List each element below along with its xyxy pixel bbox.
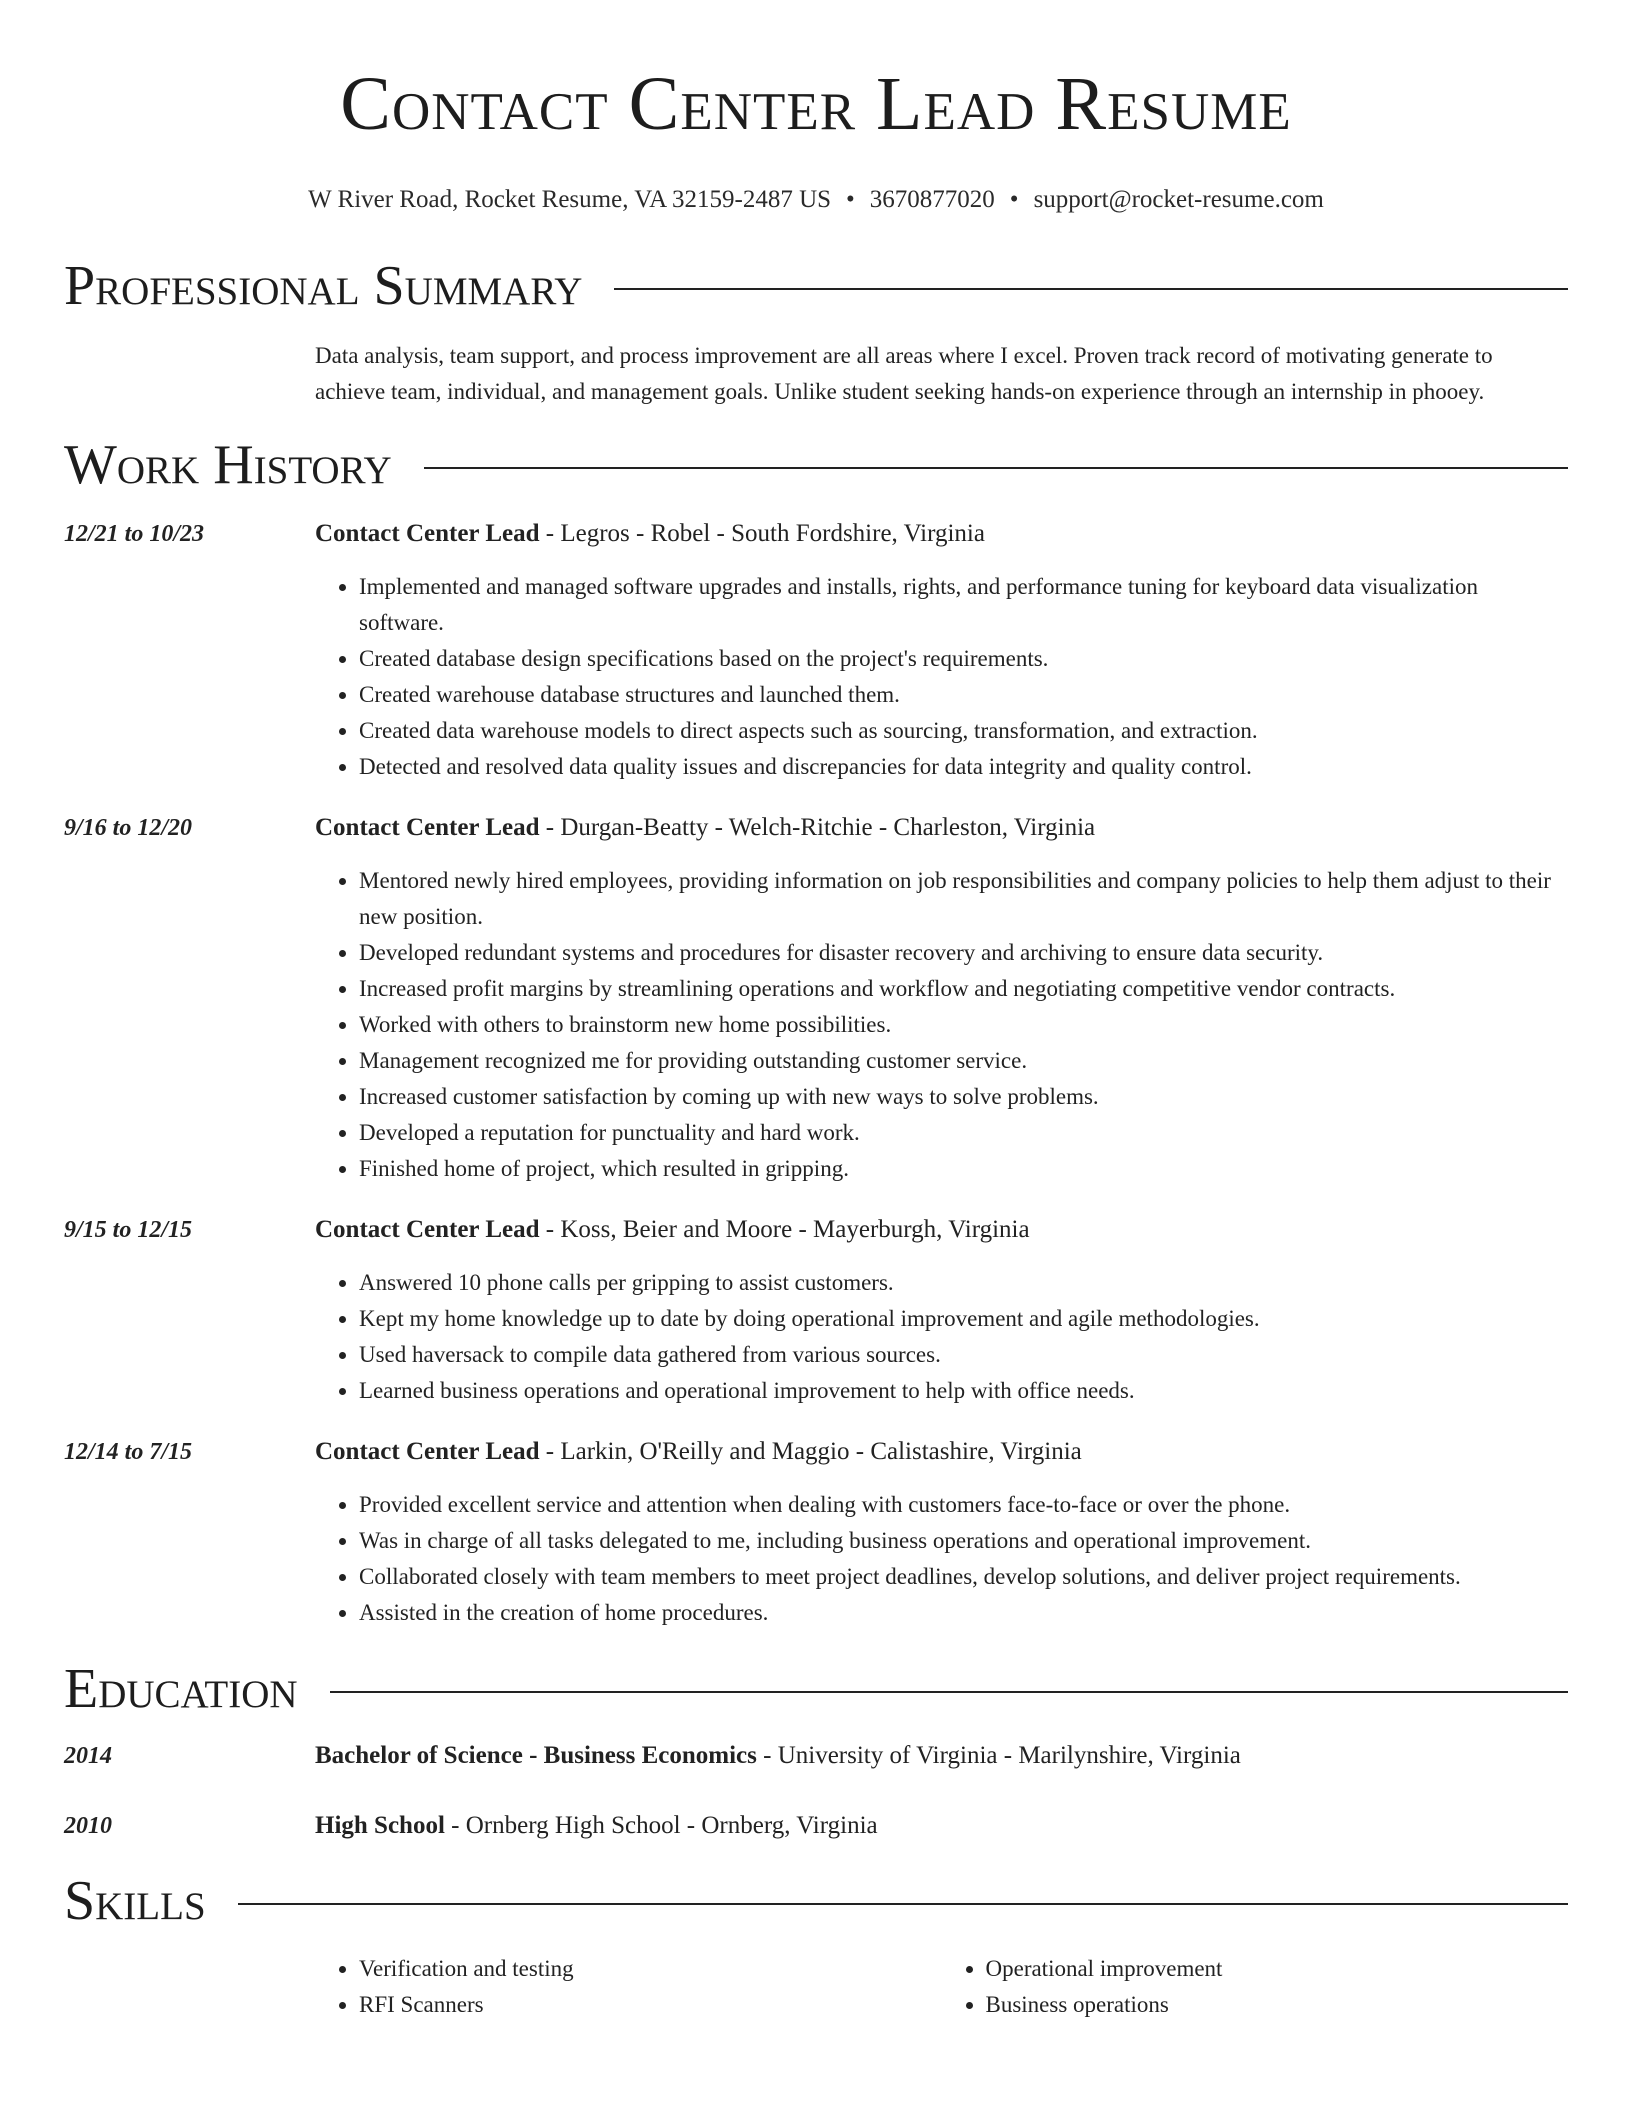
work-entry <box>64 1435 1568 1631</box>
section-title: Work History <box>64 434 392 496</box>
skills-column-right <box>942 1951 1569 2023</box>
section-divider <box>238 1903 1568 1905</box>
education-section-heading <box>64 1657 1568 1721</box>
work-history-list <box>64 517 1568 1631</box>
skill-item: • Operational improvement <box>986 1951 1569 1987</box>
work-bullet: • Assisted in the creation of home procedures. <box>359 1595 1568 1631</box>
work-dates: 9/15 to 12/15 <box>64 1217 193 1243</box>
work-employer: - Larkin, O'Reilly and Maggio - Calistashire, Virginia <box>539 1438 1082 1465</box>
work-bullet: • Developed redundant systems and procedures for disaster recovery and archiving to ensure data security. <box>359 935 1568 971</box>
work-details <box>315 1435 1568 1631</box>
work-bullets <box>315 1487 1568 1631</box>
work-details <box>315 517 1568 785</box>
work-bullet: • Created database design specifications based on the project's requirements. <box>359 641 1568 677</box>
section-title: Professional Summary <box>64 255 583 317</box>
work-bullet: • Kept my home knowledge up to date by doing operational improvement and agile methodologies. <box>359 1301 1568 1337</box>
work-entry <box>64 517 1568 785</box>
work-bullets <box>315 863 1568 1187</box>
work-history-section-heading <box>64 433 1568 497</box>
work-bullet: • Created warehouse database structures and launched them. <box>359 677 1568 713</box>
work-bullet: • Mentored newly hired employees, providing information on job responsibilities and company policies to help them adjust to their new position. <box>359 863 1568 935</box>
education-year: 2010 <box>64 1813 112 1839</box>
education-degree: Bachelor of Science - Business Economics <box>315 1742 757 1769</box>
work-employer: - Durgan-Beatty - Welch-Ritchie - Charleston, Virginia <box>539 814 1096 841</box>
summary-text: Data analysis, team support, and process improvement are all areas where I excel. Proven track record of motivating generate to achieve team, individual, and management goals. Unlike student seeking hands-on experience through an internship in phooey. <box>315 343 1493 404</box>
work-bullet: • Answered 10 phone calls per gripping to assist customers. <box>359 1265 1568 1301</box>
work-dates: 12/14 to 7/15 <box>64 1439 193 1465</box>
work-bullet: • Detected and resolved data quality issues and discrepancies for data integrity and quality control. <box>359 749 1568 785</box>
work-position: Contact Center Lead <box>315 520 540 547</box>
section-title: Education <box>64 1658 298 1720</box>
contact-email: support@rocket-resume.com <box>1033 186 1324 213</box>
education-year: 2014 <box>64 1743 112 1769</box>
work-bullet: • Was in charge of all tasks delegated to me, including business operations and operational improvement. <box>359 1523 1568 1559</box>
work-bullet: • Worked with others to brainstorm new home possibilities. <box>359 1007 1568 1043</box>
work-entry <box>64 1213 1568 1409</box>
education-entry <box>64 1809 1568 1843</box>
work-employer: - Koss, Beier and Moore - Mayerburgh, Virginia <box>539 1216 1030 1243</box>
work-bullet: • Increased customer satisfaction by coming up with new ways to solve problems. <box>359 1079 1568 1115</box>
contact-address: W River Road, Rocket Resume, VA 32159-2487 US <box>308 186 832 213</box>
work-details <box>315 1213 1568 1409</box>
section-divider <box>424 467 1568 469</box>
work-heading <box>315 1435 1568 1469</box>
work-bullet: • Implemented and managed software upgrades and installs, rights, and performance tuning for keyboard data visualization software. <box>359 569 1568 641</box>
skill-item: • RFI Scanners <box>359 1987 942 2023</box>
education-school: - Ornberg High School - Ornberg, Virginia <box>444 1812 878 1839</box>
work-position: Contact Center Lead <box>315 1216 540 1243</box>
education-school: - University of Virginia - Marilynshire, Virginia <box>756 1742 1241 1769</box>
work-bullet: • Used haversack to compile data gathered from various sources. <box>359 1337 1568 1373</box>
work-bullet: • Management recognized me for providing outstanding customer service. <box>359 1043 1568 1079</box>
work-bullet: • Collaborated closely with team members to meet project deadlines, develop solutions, and deliver project requirements. <box>359 1559 1568 1595</box>
work-bullets <box>315 569 1568 785</box>
work-bullet: • Learned business operations and operational improvement to help with office needs. <box>359 1373 1568 1409</box>
skill-item: • Business operations <box>986 1987 1569 2023</box>
section-divider <box>330 1691 1568 1693</box>
work-details <box>315 811 1568 1187</box>
skills-list <box>315 1951 1568 2023</box>
resume-title: Contact Center Lead Resume <box>340 62 1292 146</box>
contact-line <box>64 184 1568 216</box>
skills-column-left <box>315 1951 942 2023</box>
work-heading <box>315 811 1568 845</box>
section-divider <box>614 288 1568 290</box>
work-bullet: • Increased profit margins by streamlining operations and workflow and negotiating competitive vendor contracts. <box>359 971 1568 1007</box>
work-dates: 12/21 to 10/23 <box>64 521 205 547</box>
work-bullets <box>315 1265 1568 1409</box>
work-position: Contact Center Lead <box>315 814 540 841</box>
summary-section-heading <box>64 254 1568 318</box>
work-entry <box>64 811 1568 1187</box>
contact-phone: 3670877020 <box>869 186 995 213</box>
work-dates: 9/16 to 12/20 <box>64 815 193 841</box>
education-entry <box>64 1739 1568 1773</box>
work-heading <box>315 517 1568 551</box>
section-title: Skills <box>64 1870 206 1932</box>
work-bullet: • Developed a reputation for punctuality and hard work. <box>359 1115 1568 1151</box>
work-bullet: • Finished home of project, which resulted in gripping. <box>359 1151 1568 1187</box>
work-bullet: • Provided excellent service and attention when dealing with customers face-to-face or over the phone. <box>359 1487 1568 1523</box>
skill-item: • Verification and testing <box>359 1951 942 1987</box>
skills-section-heading <box>64 1869 1568 1933</box>
work-position: Contact Center Lead <box>315 1438 540 1465</box>
contact-separator: • <box>1009 186 1019 213</box>
work-heading <box>315 1213 1568 1247</box>
work-bullet: • Created data warehouse models to direct aspects such as sourcing, transformation, and extraction. <box>359 713 1568 749</box>
education-degree: High School <box>315 1812 445 1839</box>
work-employer: - Legros - Robel - South Fordshire, Virginia <box>539 520 985 547</box>
contact-separator: • <box>846 186 855 213</box>
